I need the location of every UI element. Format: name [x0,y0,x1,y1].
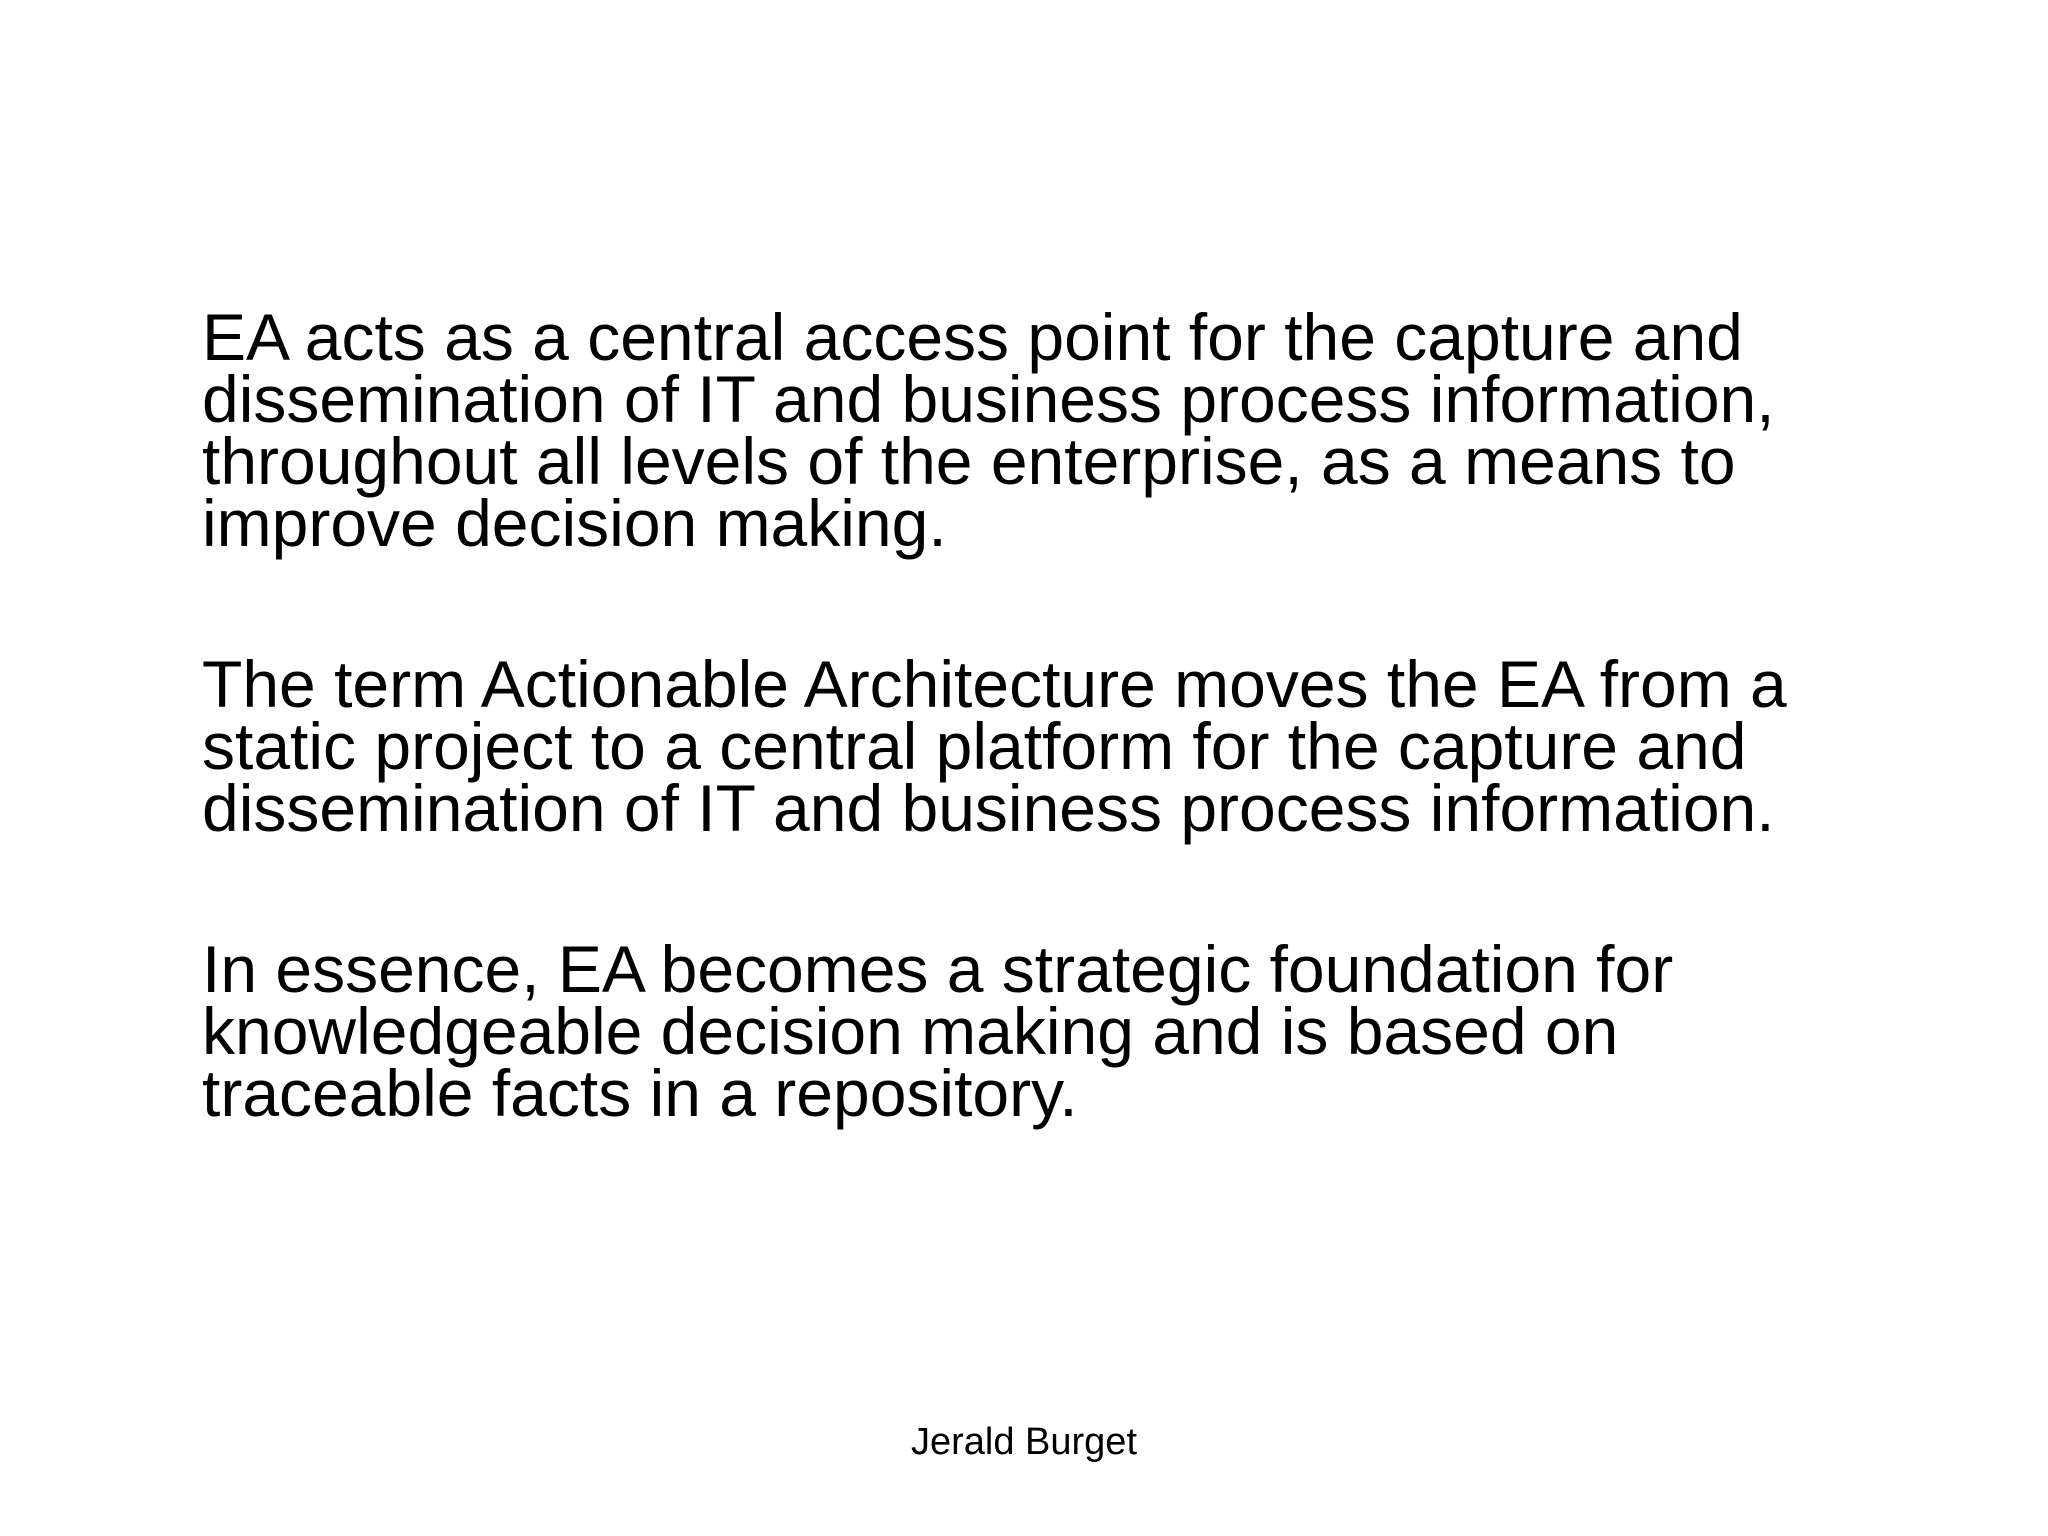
paragraph-ea-central-access [202,300,1962,560]
paragraph-line: dissemination of IT and business process information, [202,362,1775,436]
paragraph-line: The term Actionable Architecture moves the EA from a [202,647,1787,721]
paragraph-line: static project to a central platform for the capture and [202,709,1747,783]
slide-body [202,300,1962,1130]
paragraph-line: traceable facts in a repository. [202,1056,1078,1130]
paragraph-strategic-foundation [202,932,1962,1130]
paragraph-line: improve decision making. [202,486,947,560]
slide-footer-author: Jerald Burget [910,1421,1137,1463]
paragraph-line: knowledgeable decision making and is based on [202,994,1619,1068]
paragraph-line: throughout all levels of the enterprise, as a means to [202,424,1736,498]
paragraph-line: EA acts as a central access point for the capture and [202,300,1743,374]
paragraph-line: dissemination of IT and business process information. [202,771,1775,845]
paragraph-actionable-architecture [202,647,1962,845]
paragraph-line: In essence, EA becomes a strategic foundation for [202,932,1674,1006]
